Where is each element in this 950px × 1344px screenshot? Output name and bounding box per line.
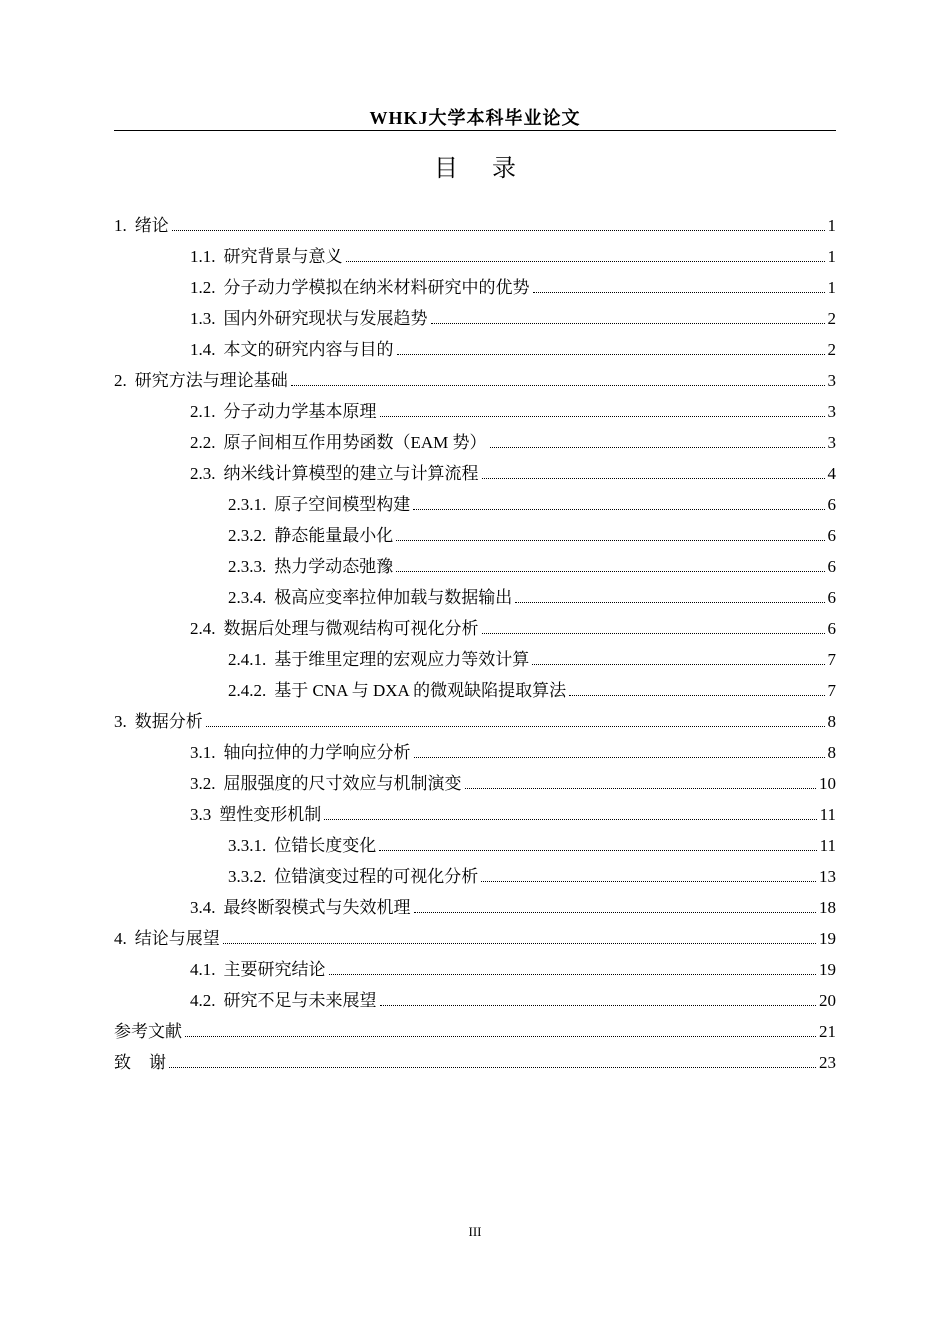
- toc-entry[interactable]: [114, 360, 836, 391]
- toc-entry-page: 6: [827, 588, 836, 607]
- toc-entry-number: 3.3: [190, 805, 212, 824]
- toc-entry-number: 1.1.: [190, 247, 216, 266]
- toc-entry-page: 11: [819, 805, 836, 824]
- toc-entry-number: 2.3.: [190, 464, 216, 483]
- toc-entry-number: 3.4.: [190, 898, 216, 917]
- toc-dot-leader: [482, 633, 825, 634]
- toc-entry[interactable]: [114, 577, 836, 608]
- toc-dot-leader: [379, 850, 816, 851]
- toc-entry-page: 3: [827, 371, 836, 390]
- toc-entry-number: 4.1.: [190, 960, 216, 979]
- toc-dot-leader: [431, 323, 825, 324]
- toc-entry-page: 2: [827, 340, 836, 359]
- toc-dot-leader: [481, 881, 816, 882]
- toc-entry-title: 位错演变过程的可视化分析: [274, 867, 479, 886]
- toc-entry-page: 11: [819, 836, 836, 855]
- page-title: 目 录: [434, 156, 530, 182]
- toc-entry-page: 20: [819, 991, 836, 1010]
- toc-dot-leader: [291, 385, 825, 386]
- toc-entry[interactable]: [114, 887, 836, 918]
- toc-entry-number: 3.1.: [190, 743, 216, 762]
- toc-entry-title: 基于 CNA 与 DXA 的微观缺陷提取算法: [274, 681, 567, 700]
- toc-entry-page: 8: [827, 712, 836, 731]
- toc-entry-title: 数据分析: [134, 712, 203, 731]
- toc-entry-page: 1: [827, 247, 836, 266]
- toc-entry-page: 18: [819, 898, 836, 917]
- toc-entry-page: 6: [827, 557, 836, 576]
- toc-dot-leader: [569, 695, 824, 696]
- toc-entry[interactable]: [114, 205, 836, 236]
- toc-dot-leader: [324, 819, 816, 820]
- toc-entry-number: 2.3.4.: [228, 588, 267, 607]
- toc-entry[interactable]: [114, 670, 836, 701]
- table-of-contents: [114, 205, 836, 1073]
- toc-dot-leader: [223, 943, 816, 944]
- toc-entry-title: 热力学动态弛豫: [274, 557, 394, 576]
- toc-entry-page: 3: [827, 402, 836, 421]
- toc-entry-title: 主要研究结论: [223, 960, 326, 979]
- toc-entry-page: 19: [819, 929, 836, 948]
- toc-dot-leader: [532, 664, 824, 665]
- toc-entry-title: 原子空间模型构建: [274, 495, 411, 514]
- toc-entry-title: 研究方法与理论基础: [134, 371, 288, 390]
- toc-entry[interactable]: [114, 484, 836, 515]
- toc-entry-title: 致谢: [114, 1053, 184, 1072]
- toc-entry-title: 绪论: [134, 216, 169, 235]
- toc-dot-leader: [482, 478, 825, 479]
- toc-dot-leader: [206, 726, 825, 727]
- toc-entry-page: 8: [827, 743, 836, 762]
- toc-entry[interactable]: [114, 701, 836, 732]
- toc-entry-page: 6: [827, 619, 836, 638]
- toc-entry[interactable]: [114, 329, 836, 360]
- toc-entry-title: 静态能量最小化: [274, 526, 394, 545]
- toc-entry[interactable]: [114, 763, 836, 794]
- toc-entry-title: 原子间相互作用势函数（EAM 势）: [223, 433, 487, 452]
- toc-entry-number: 3.2.: [190, 774, 216, 793]
- toc-entry-page: 2: [827, 309, 836, 328]
- toc-entry-number: 2.3.1.: [228, 495, 267, 514]
- toc-entry[interactable]: [114, 1042, 836, 1073]
- toc-entry-number: 2.2.: [190, 433, 216, 452]
- toc-entry-number: 2.4.2.: [228, 681, 267, 700]
- toc-entry-page: 19: [819, 960, 836, 979]
- toc-entry-title: 塑性变形机制: [219, 805, 322, 824]
- toc-entry-number: 2.: [114, 371, 127, 390]
- toc-dot-leader: [397, 354, 825, 355]
- toc-entry-title: 本文的研究内容与目的: [223, 340, 394, 359]
- toc-dot-leader: [380, 416, 825, 417]
- toc-entry-number: 2.4.1.: [228, 650, 267, 669]
- toc-entry-page: 4: [827, 464, 836, 483]
- toc-entry-number: 4.: [114, 929, 127, 948]
- toc-entry[interactable]: [114, 639, 836, 670]
- toc-entry[interactable]: [114, 515, 836, 546]
- toc-dot-leader: [185, 1036, 816, 1037]
- toc-entry-number: 1.: [114, 216, 127, 235]
- toc-entry-page: 6: [827, 495, 836, 514]
- toc-dot-leader: [414, 757, 825, 758]
- toc-entry-page: 1: [827, 278, 836, 297]
- header-rule: [114, 130, 836, 131]
- toc-dot-leader: [414, 912, 817, 913]
- toc-entry-page: 3: [827, 433, 836, 452]
- toc-dot-leader: [396, 540, 824, 541]
- toc-entry-page: 21: [819, 1022, 836, 1041]
- toc-entry-page: 10: [819, 774, 836, 793]
- toc-entry-title: 分子动力学模拟在纳米材料研究中的优势: [223, 278, 530, 297]
- document-header: WHKJ大学本科毕业论文: [369, 108, 581, 128]
- toc-entry-number: 1.2.: [190, 278, 216, 297]
- toc-entry-number: 2.4.: [190, 619, 216, 638]
- toc-entry-title: 数据后处理与微观结构可视化分析: [223, 619, 479, 638]
- toc-entry-number: 3.3.1.: [228, 836, 267, 855]
- toc-entry-page: 7: [827, 650, 836, 669]
- toc-entry[interactable]: [114, 546, 836, 577]
- toc-entry-number: 2.1.: [190, 402, 216, 421]
- toc-entry[interactable]: [114, 918, 836, 949]
- toc-dot-leader: [465, 788, 817, 789]
- toc-entry-title: 参考文献: [114, 1022, 182, 1041]
- toc-entry-number: 2.3.3.: [228, 557, 267, 576]
- toc-entry[interactable]: [114, 267, 836, 298]
- toc-dot-leader: [490, 447, 825, 448]
- toc-entry-number: 3.: [114, 712, 127, 731]
- toc-entry[interactable]: [114, 825, 836, 856]
- toc-entry-page: 13: [819, 867, 836, 886]
- toc-entry-number: 2.3.2.: [228, 526, 267, 545]
- toc-entry-title: 基于维里定理的宏观应力等效计算: [274, 650, 530, 669]
- toc-entry[interactable]: [114, 453, 836, 484]
- toc-entry-title: 极高应变率拉伸加载与数据输出: [274, 588, 513, 607]
- toc-entry-page: 7: [827, 681, 836, 700]
- toc-dot-leader: [380, 1005, 817, 1006]
- toc-entry[interactable]: [114, 1011, 836, 1042]
- toc-entry-title: 分子动力学基本原理: [223, 402, 377, 421]
- toc-dot-leader: [169, 1067, 816, 1068]
- toc-dot-leader: [346, 261, 825, 262]
- toc-entry[interactable]: [114, 298, 836, 329]
- toc-dot-leader: [396, 571, 824, 572]
- toc-entry-title: 位错长度变化: [274, 836, 377, 855]
- toc-entry[interactable]: [114, 732, 836, 763]
- toc-entry-title: 屈服强度的尺寸效应与机制演变: [223, 774, 462, 793]
- toc-entry[interactable]: [114, 949, 836, 980]
- toc-entry[interactable]: [114, 794, 836, 825]
- toc-entry[interactable]: [114, 856, 836, 887]
- toc-entry-number: 4.2.: [190, 991, 216, 1010]
- toc-entry[interactable]: [114, 236, 836, 267]
- toc-entry-title: 研究背景与意义: [223, 247, 343, 266]
- toc-entry-number: 1.3.: [190, 309, 216, 328]
- toc-entry[interactable]: [114, 422, 836, 453]
- toc-dot-leader: [329, 974, 817, 975]
- toc-entry[interactable]: [114, 391, 836, 422]
- toc-dot-leader: [533, 292, 825, 293]
- toc-entry-title: 国内外研究现状与发展趋势: [223, 309, 428, 328]
- toc-entry-title: 纳米线计算模型的建立与计算流程: [223, 464, 479, 483]
- toc-entry-number: 1.4.: [190, 340, 216, 359]
- toc-entry-page: 1: [827, 216, 836, 235]
- toc-entry[interactable]: [114, 980, 836, 1011]
- toc-dot-leader: [172, 230, 825, 231]
- page-number: III: [468, 1224, 482, 1239]
- toc-dot-leader: [413, 509, 824, 510]
- toc-entry-title: 最终断裂模式与失效机理: [223, 898, 411, 917]
- toc-entry-number: 3.3.2.: [228, 867, 267, 886]
- toc-entry-title: 轴向拉伸的力学响应分析: [223, 743, 411, 762]
- toc-entry-page: 6: [827, 526, 836, 545]
- toc-entry-page: 23: [819, 1053, 836, 1072]
- toc-entry[interactable]: [114, 608, 836, 639]
- toc-dot-leader: [515, 602, 824, 603]
- toc-entry-title: 研究不足与未来展望: [223, 991, 377, 1010]
- toc-entry-title: 结论与展望: [134, 929, 220, 948]
